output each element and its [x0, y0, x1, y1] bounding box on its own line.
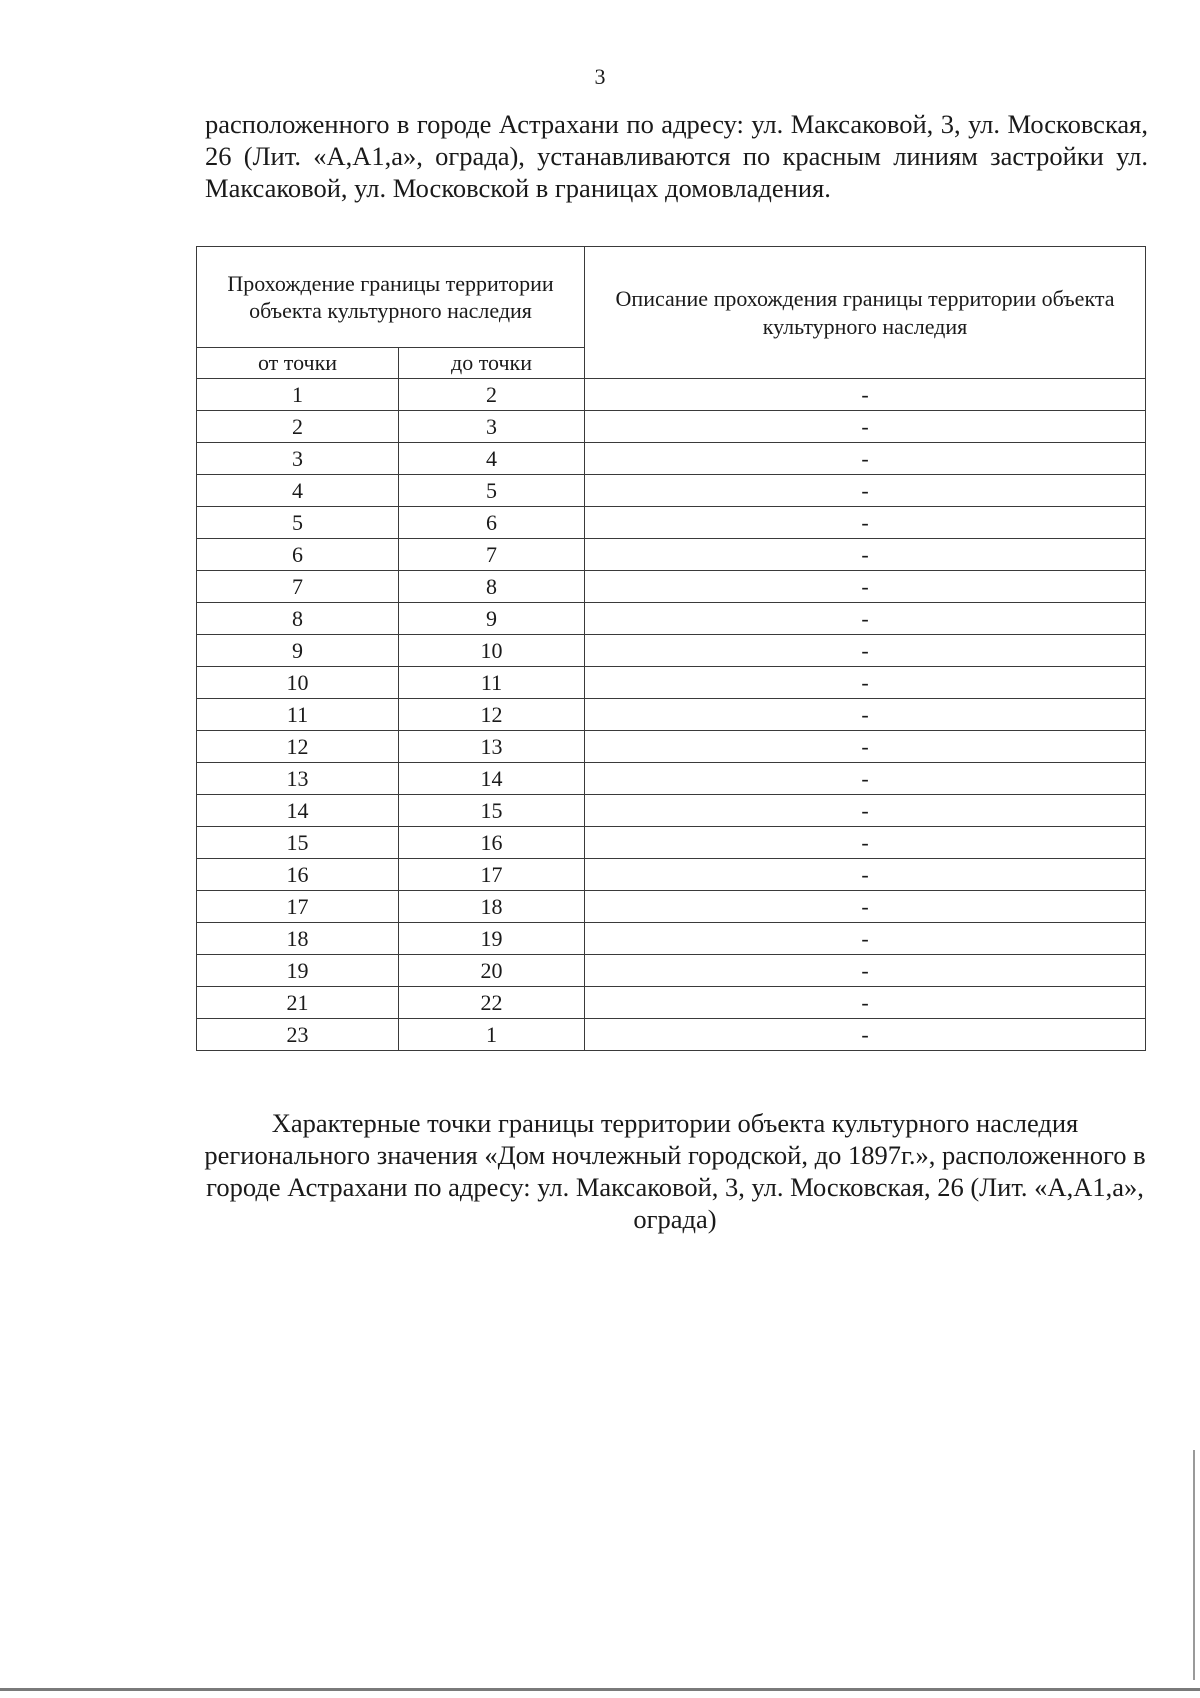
boundary-passage-header: Прохождение границы территории объекта культурного наследия [197, 247, 585, 348]
from-point-cell: 5 [197, 507, 399, 539]
description-cell: - [585, 763, 1146, 795]
description-cell: - [585, 539, 1146, 571]
to-point-cell: 3 [399, 411, 585, 443]
description-cell: - [585, 891, 1146, 923]
description-cell: - [585, 635, 1146, 667]
from-point-cell: 9 [197, 635, 399, 667]
boundary-description-header: Описание прохождения границы территории объекта культурного наследия [585, 247, 1146, 379]
intro-paragraph: расположенного в городе Астрахани по адресу: ул. Максаковой, 3, ул. Московская, 26 (Лит. «А,А1,а», ограда), устанавливаются по красным линиям застройки ул. Максаковой, ул. Московской в границах домовладения. [205, 109, 1148, 203]
page-number: 3 [594, 64, 606, 89]
to-point-cell: 19 [399, 923, 585, 955]
table-row [197, 539, 1146, 571]
to-point-cell: 18 [399, 891, 585, 923]
table-row [197, 443, 1146, 475]
table-row [197, 603, 1146, 635]
from-point-cell: 11 [197, 699, 399, 731]
table-row [197, 1019, 1146, 1051]
boundary-table-container [196, 246, 1146, 1051]
scan-edge-bottom [0, 1688, 1200, 1691]
from-point-cell: 6 [197, 539, 399, 571]
from-point-cell: 15 [197, 827, 399, 859]
boundary-table-body [197, 379, 1146, 1051]
to-point-cell: 20 [399, 955, 585, 987]
to-point-cell: 1 [399, 1019, 585, 1051]
to-point-cell: 13 [399, 731, 585, 763]
description-cell: - [585, 1019, 1146, 1051]
table-row [197, 795, 1146, 827]
from-point-cell: 1 [197, 379, 399, 411]
from-point-cell: 19 [197, 955, 399, 987]
table-row [197, 731, 1146, 763]
description-cell: - [585, 731, 1146, 763]
to-point-cell: 6 [399, 507, 585, 539]
table-row [197, 699, 1146, 731]
description-cell: - [585, 411, 1146, 443]
table-row [197, 891, 1146, 923]
to-point-cell: 10 [399, 635, 585, 667]
from-point-cell: 12 [197, 731, 399, 763]
from-point-cell: 4 [197, 475, 399, 507]
from-point-cell: 8 [197, 603, 399, 635]
table-row [197, 507, 1146, 539]
table-row [197, 955, 1146, 987]
to-point-cell: 8 [399, 571, 585, 603]
to-point-cell: 12 [399, 699, 585, 731]
to-point-cell: 17 [399, 859, 585, 891]
to-point-cell: 7 [399, 539, 585, 571]
table-row [197, 923, 1146, 955]
to-point-cell: 9 [399, 603, 585, 635]
description-cell: - [585, 699, 1146, 731]
table-row [197, 763, 1146, 795]
description-cell: - [585, 859, 1146, 891]
description-cell: - [585, 827, 1146, 859]
description-cell: - [585, 571, 1146, 603]
to-point-header: до точки [399, 348, 585, 379]
to-point-cell: 14 [399, 763, 585, 795]
table-row [197, 667, 1146, 699]
to-point-cell: 22 [399, 987, 585, 1019]
from-point-header: от точки [197, 348, 399, 379]
table-row [197, 411, 1146, 443]
table-row [197, 475, 1146, 507]
to-point-cell: 4 [399, 443, 585, 475]
table-row [197, 635, 1146, 667]
from-point-cell: 10 [197, 667, 399, 699]
description-cell: - [585, 475, 1146, 507]
to-point-cell: 2 [399, 379, 585, 411]
from-point-cell: 23 [197, 1019, 399, 1051]
table-row [197, 571, 1146, 603]
from-point-cell: 14 [197, 795, 399, 827]
scan-edge-right [1193, 1450, 1195, 1680]
from-point-cell: 3 [197, 443, 399, 475]
description-cell: - [585, 923, 1146, 955]
description-cell: - [585, 443, 1146, 475]
to-point-cell: 16 [399, 827, 585, 859]
to-point-cell: 5 [399, 475, 585, 507]
to-point-cell: 11 [399, 667, 585, 699]
from-point-cell: 16 [197, 859, 399, 891]
description-cell: - [585, 955, 1146, 987]
from-point-cell: 7 [197, 571, 399, 603]
description-cell: - [585, 795, 1146, 827]
description-cell: - [585, 379, 1146, 411]
to-point-cell: 15 [399, 795, 585, 827]
from-point-cell: 13 [197, 763, 399, 795]
from-point-cell: 17 [197, 891, 399, 923]
table-row [197, 859, 1146, 891]
from-point-cell: 21 [197, 987, 399, 1019]
from-point-cell: 18 [197, 923, 399, 955]
table-row [197, 827, 1146, 859]
from-point-cell: 2 [197, 411, 399, 443]
caption-text: Характерные точки границы территории объекта культурного наследия регионального значения «Дом ночлежный городской, до 1897г.», расположенного в городе Астрахани по адресу: ул. Максаковой, 3, ул. Московская, 26 (Лит. «А,А1,а», ограда) [204, 1108, 1146, 1234]
description-cell: - [585, 507, 1146, 539]
table-row [197, 987, 1146, 1019]
description-cell: - [585, 667, 1146, 699]
boundary-table [196, 246, 1146, 1051]
description-cell: - [585, 987, 1146, 1019]
description-cell: - [585, 603, 1146, 635]
table-row [197, 379, 1146, 411]
